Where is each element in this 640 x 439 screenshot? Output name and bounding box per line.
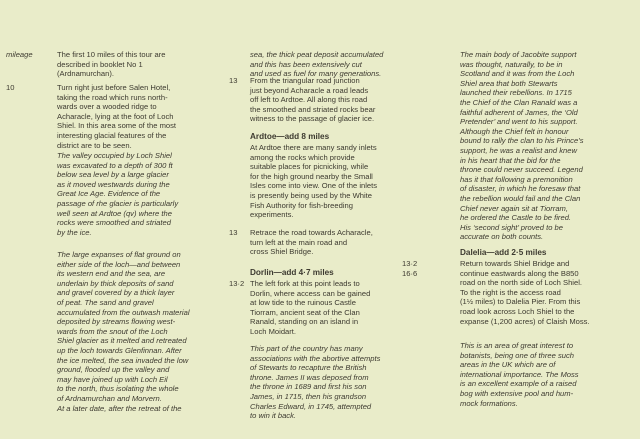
paragraph-jacobite-line: Scotland and it was from the Loch: [460, 69, 575, 79]
paragraph-sand-gravel-line: deposited by streams flowing west-: [57, 317, 176, 327]
heading-dalelia-line: Dalelia—add 2·5 miles: [460, 248, 547, 257]
paragraph-jacobite-line: the rebellion would fail and the Clan: [460, 194, 581, 203]
paragraph-sand-gravel-line: wards from the snout of the Loch: [57, 326, 168, 336]
paragraph-dalelia-line: expanse (1,200 acres) of Claish Moss.: [460, 316, 590, 326]
paragraph-jacobite-line: Shiel area that both Stewarts: [460, 78, 558, 88]
paragraph-jacobite-line: His ‘second sight’ proved to be: [460, 222, 563, 232]
paragraph-glacier-line: well seen at Ardtoe (qv) where the: [57, 208, 172, 218]
paragraph-sand-gravel-line: accumulated from the outwash material: [57, 307, 190, 317]
paragraph-jacobite-line: support, he was a realist and knew: [460, 146, 577, 155]
paragraph-sand-gravel-line: to the north, thus isolating the whole: [57, 384, 179, 394]
paragraph-salen-line: taking the road which runs north-: [57, 92, 168, 102]
paragraph-sand-gravel-line: the ice melted, the sea invaded the low: [57, 355, 189, 365]
paragraph-dorlin-line: Dorlin, where access can be gained: [250, 288, 371, 298]
paragraph-stewarts-line: associations with the abortive attempts: [250, 353, 381, 363]
paragraph-sand-gravel-line: its western end and the sea, are: [57, 269, 166, 279]
paragraph-salen-line: wards over a wooded ridge to: [57, 102, 157, 112]
paragraph-dalelia-line: road on the north side of Loch Shiel.: [460, 278, 583, 288]
paragraph-peat-line: and used as fuel for many generations.: [250, 69, 382, 79]
paragraph-jacobite-line: Although the Chief felt in honour: [460, 126, 569, 136]
mileage-10-line: 10: [6, 83, 15, 92]
paragraph-dorlin-line: at low tide to the ruinous Castle: [250, 298, 356, 308]
paragraph-jacobite-line: accurate on both counts.: [460, 232, 544, 242]
paragraph-ardtoe-line: experiments.: [250, 210, 294, 220]
paragraph-glacier-line: The valley occupied by Loch Shiel: [57, 151, 172, 160]
paragraph-stewarts-line: throne. James II was deposed from: [250, 372, 369, 382]
paragraph-ardtoe-line: for the high ground nearby the Small: [250, 171, 373, 181]
paragraph-jacobite-line: has it that following a premonition: [460, 174, 573, 184]
paragraph-sand-gravel-line: Shiel glacier as it melted and retreated: [57, 336, 187, 346]
paragraph-salen-line: Acharacle, lying at the foot of Loch: [57, 111, 174, 121]
paragraph-moss-line: international importance. The Moss: [460, 369, 579, 379]
paragraph-retrace-line: cross Shiel Bridge.: [250, 247, 314, 257]
paragraph-retrace-line: Retrace the road towards Acharacle,: [250, 228, 373, 237]
paragraph-jacobite-line: the Chief of the Clan Ranald was a: [460, 98, 578, 107]
paragraph-dalelia-line: road look across Loch Shiel to the: [460, 307, 575, 316]
paragraph-dalelia-line: continue eastwards along the B850: [460, 268, 579, 278]
paragraph-junction-line: just beyond Acharacle a road leads: [250, 85, 369, 95]
paragraph-moss-line: This is an area of great interest to: [460, 341, 574, 350]
paragraph-stewarts-line: Charles Edward, in 1745, attempted: [250, 401, 372, 411]
paragraph-retrace-line: turn left at the main road and: [250, 237, 348, 247]
paragraph-ardtoe-line: At Ardtoe there are many sandy inlets: [250, 143, 377, 152]
paragraph-moss-line: areas in the UK which are of: [460, 360, 556, 370]
paragraph-junction-line: witness to the passage of glacier ice.: [250, 114, 375, 124]
paragraph-jacobite-line: Chief never again sit at Tiorram,: [460, 203, 568, 213]
paragraph-sand-gravel-line: up the loch towards Glenfinnan. After: [57, 346, 182, 355]
paragraph-stewarts-line: the throne in 1689 and first his son: [250, 382, 367, 392]
paragraph-jacobite-line: was thought, naturally, to be in: [460, 59, 563, 69]
paragraph-jacobite-line: of disaster, in which he foresaw that: [460, 184, 581, 194]
paragraph-sand-gravel-line: The large expanses of flat ground on: [57, 250, 181, 259]
paragraph-jacobite-line: in his heart that the bid for the: [460, 155, 561, 165]
paragraph-ardtoe-line: suitable places for picnicking, while: [250, 162, 369, 172]
paragraph-sand-gravel-line: of Ardnamurchan and Morvern.: [57, 394, 162, 403]
paragraph-dorlin-line: Ranald, standing on an island in: [250, 317, 359, 327]
paragraph-ardtoe-line: Isles come into view. One of the inlets: [250, 181, 378, 191]
heading-ardtoe-line: Ardtoe—add 8 miles: [250, 132, 330, 141]
paragraph-sand-gravel-line: may have joined up with Loch Eil: [57, 374, 168, 384]
paragraph-salen-line: district are to be seen.: [57, 140, 132, 150]
paragraph-glacier-line: by the ice.: [57, 227, 92, 237]
paragraph-dorlin-line: Tiorram, ancient seat of the Clan: [250, 307, 360, 317]
paragraph-glacier-line: passage of rhe glacier is particularly: [57, 199, 179, 208]
paragraph-junction-line: From the triangular road junction: [250, 76, 360, 85]
paragraph-jacobite-line: throne could never succeed. Legend: [460, 165, 583, 175]
paragraph-jacobite-line: faithful adherent of James, the ‘Old: [460, 107, 578, 117]
paragraph-junction-line: the smoothed and striated rocks bear: [250, 104, 376, 114]
paragraph-jacobite-line: The main body of Jacobite support: [460, 50, 577, 59]
paragraph-glacier-line: was excavated to a depth of 300 ft: [57, 160, 173, 170]
paragraph-peat-line: and this has been extensively cut: [250, 59, 362, 69]
intro-paragraph-line: The first 10 miles of this tour are: [57, 50, 166, 59]
paragraph-stewarts-line: James, in 1715, then his grandson: [250, 392, 367, 401]
paragraph-stewarts-line: This part of the country has many: [250, 344, 363, 353]
paragraph-sand-gravel-line: either side of the loch—and between: [57, 259, 181, 269]
paragraph-jacobite-line: Pretender’ and went to his support.: [460, 117, 578, 127]
paragraph-peat-line: sea, the thick peat deposit accumulated: [250, 50, 384, 59]
paragraph-junction-line: off left to Ardtoe. All along this road: [250, 95, 368, 105]
paragraph-dalelia-line: Return towards Shiel Bridge and: [460, 259, 570, 268]
paragraph-later-date-line: At a later date, after the retreat of the: [57, 404, 182, 413]
intro-paragraph-line: (Ardnamurchan).: [57, 69, 114, 79]
paragraph-glacier-line: rocks were smoothed and striated: [57, 218, 171, 228]
paragraph-ardtoe-line: is presently being used by the White: [250, 191, 372, 200]
paragraph-glacier-line: as it moved westwards during the: [57, 179, 170, 189]
paragraph-dorlin-line: The left fork at this point leads to: [250, 279, 360, 288]
paragraph-stewarts-line: to win it back.: [250, 411, 297, 421]
paragraph-glacier-line: below sea level by a large glacier: [57, 170, 169, 180]
mileage-13a-line: 13: [229, 76, 238, 85]
paragraph-dorlin-line: Loch Moidart.: [250, 327, 297, 336]
paragraph-moss-line: botanists, being one of three such: [460, 350, 574, 360]
intro-paragraph-line: described in booklet No 1: [57, 59, 143, 69]
paragraph-moss-line: bog with extensive pool and hum-: [460, 389, 574, 398]
mileage-13-2b-line: 13·2: [402, 259, 418, 268]
paragraph-salen-line: Shiel. In this area some of the most: [57, 121, 177, 131]
paragraph-jacobite-line: launched their rebellions. In 1715: [460, 88, 572, 98]
paragraph-jacobite-line: he ordered the Castle to be fired.: [460, 213, 572, 223]
paragraph-moss-line: mock formations.: [460, 398, 518, 408]
heading-dorlin-line: Dorlin—add 4·7 miles: [250, 268, 334, 277]
paragraph-dalelia-line: (1½ miles) to Dalelia Pier. From this: [460, 297, 581, 307]
paragraph-dalelia-line: To the right is the access road: [460, 287, 561, 297]
mileage-16-6-line: 16·6: [402, 269, 418, 278]
paragraph-moss-line: is an excellent example of a raised: [460, 379, 577, 389]
mileage-label-line: mileage: [6, 50, 33, 59]
paragraph-sand-gravel-line: of peat. The sand and gravel: [57, 298, 154, 307]
mileage-13-2a-line: 13·2: [229, 279, 245, 288]
paragraph-salen-line: Turn right just before Salen Hotel,: [57, 83, 171, 92]
paragraph-ardtoe-line: among the rocks which provide: [250, 152, 355, 162]
paragraph-sand-gravel-line: underlain by thick deposits of sand: [57, 278, 174, 288]
paragraph-salen-line: interesting glacial features of the: [57, 131, 167, 140]
paragraph-sand-gravel-line: and gravel covered by a thick layer: [57, 288, 175, 298]
paragraph-glacier-line: Great Ice Age. Evidence of the: [57, 189, 161, 199]
mileage-13b-line: 13: [229, 228, 238, 237]
paragraph-stewarts-line: of Stewarts to recapture the British: [250, 363, 367, 373]
paragraph-jacobite-line: bound to rally the clan to his Prince’s: [460, 136, 584, 146]
paragraph-ardtoe-line: Fish Authority for fish-breeding: [250, 200, 353, 210]
paragraph-sand-gravel-line: ground, flooded up the valley and: [57, 365, 170, 375]
